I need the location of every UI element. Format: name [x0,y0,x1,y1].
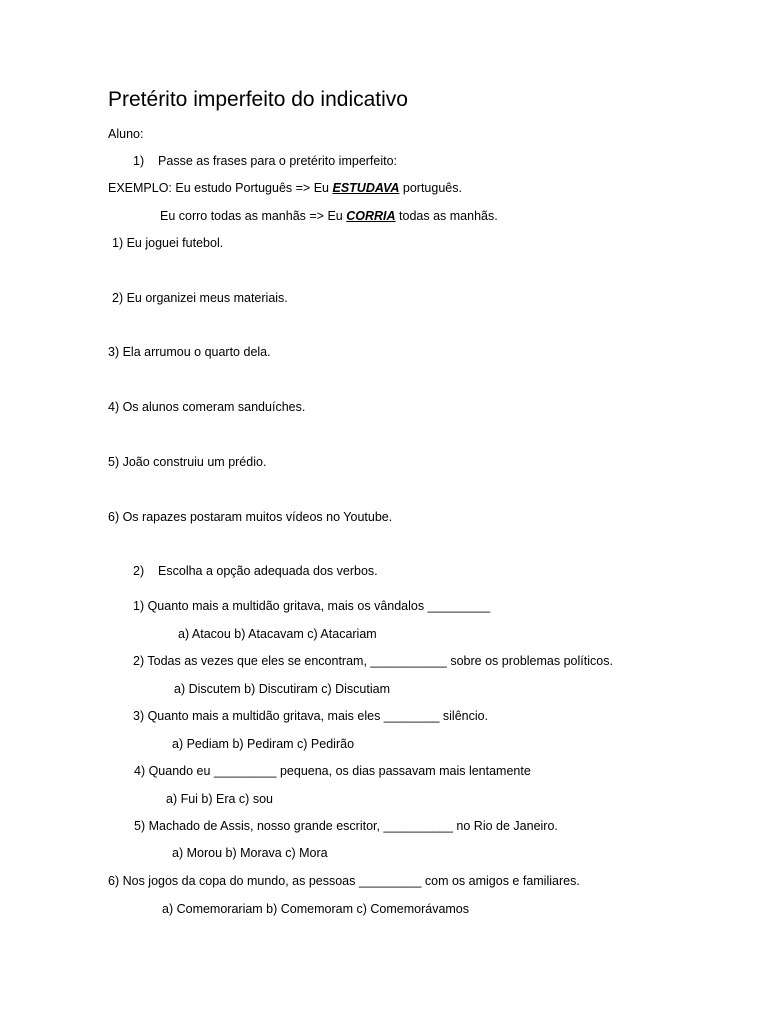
section2-heading-text: Escolha a opção adequada dos verbos. [158,564,378,578]
section1-item: 6) Os rapazes postaram muitos vídeos no Youtube. [108,510,393,524]
section1-heading [133,153,397,169]
example2-verb: CORRIA [346,209,396,223]
section2-heading [133,563,378,579]
question-options: a) Atacou b) Atacavam c) Atacariam [178,627,377,641]
student-label: Aluno: [108,127,144,141]
example-line-1 [108,180,462,196]
question-options: a) Morou b) Morava c) Mora [172,846,328,860]
example-label: EXEMPLO: [108,181,172,195]
question-text: 4) Quando eu _________ pequena, os dias passavam mais lentamente [134,764,531,778]
example1-after: português. [402,181,462,195]
page-title: Pretérito imperfeito do indicativo [108,88,408,111]
question-text: 5) Machado de Assis, nosso grande escritor, __________ no Rio de Janeiro. [134,819,558,833]
section1-item: 2) Eu organizei meus materiais. [112,291,288,305]
question-text: 3) Quanto mais a multidão gritava, mais eles ________ silêncio. [133,709,489,723]
question-options: a) Pediam b) Pediram c) Pedirão [172,737,355,751]
question-text: 2) Todas as vezes que eles se encontram, ___________ sobre os problemas políticos. [133,654,613,668]
question-options: a) Fui b) Era c) sou [166,792,273,806]
section1-item: 5) João construiu um prédio. [108,455,267,469]
example2-after: todas as manhãs. [399,209,498,223]
question-options: a) Comemorariam b) Comemoram c) Comemorávamos [162,902,470,916]
section2-number: 2) [133,564,145,578]
section1-heading-text: Passe as frases para o pretérito imperfeito: [158,154,398,168]
section1-number: 1) [133,154,145,168]
question-options: a) Discutem b) Discutiram c) Discutiam [174,682,391,696]
section1-item: 4) Os alunos comeram sanduíches. [108,400,306,414]
question-text: 1) Quanto mais a multidão gritava, mais os vândalos _________ [133,599,491,613]
example1-before: Eu estudo Português => Eu [175,181,329,195]
question-text: 6) Nos jogos da copa do mundo, as pessoas _________ com os amigos e familiares. [108,874,580,888]
example1-verb: ESTUDAVA [332,181,400,195]
section1-item: 1) Eu joguei futebol. [112,236,224,250]
example-line-2 [160,208,498,224]
section1-item: 3) Ela arrumou o quarto dela. [108,345,271,359]
example2-before: Eu corro todas as manhãs => Eu [160,209,343,223]
